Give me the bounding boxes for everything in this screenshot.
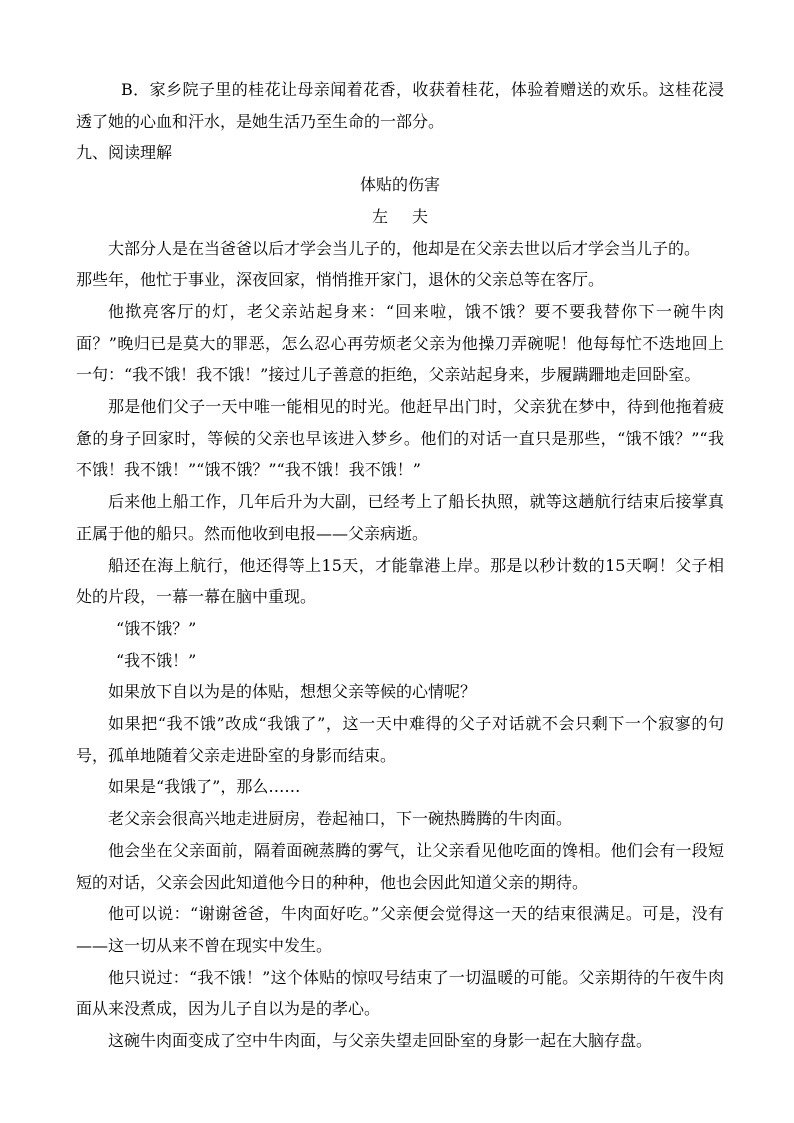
article-author: 左夫 — [371, 206, 452, 226]
article-paragraph: 如果把“我不饿”改成“我饿了”，这一天中难得的父子对话就不会只剩下一个寂寥的句号，孤单地随着父亲走进卧室的身影而结束。 — [76, 714, 724, 765]
section-heading: 九、阅读理解 — [76, 143, 173, 163]
article-paragraph: 他会坐在父亲面前，隔着面碗蒸腾的雾气，让父亲看见他吃面的馋相。他们会有一段短短的对话，父亲会因此知道他今日的种种，他也会因此知道父亲的期待。 — [76, 840, 724, 892]
article-paragraph: 那是他们父子一天中唯一能相见的时光。他赶早出门时，父亲犹在梦中，待到他拖着疲惫的身子回家时，等候的父亲也早该进入梦乡。他们的对话一直只是那些，“饿不饿？”“我不饿！我不饿！”“饿不饿？”“我不饿！我不饿！” — [76, 397, 724, 480]
article-paragraph: 这碗牛肉面变成了空中牛肉面，与父亲失望走回卧室的身影一起在大脑存盘。 — [108, 1031, 653, 1051]
article-title: 体贴的伤害 — [359, 175, 440, 195]
article-paragraph: 他揿亮客厅的灯，老父亲站起身来：“回来啦，饿不饿？要不要我替你下一碗牛肉面？”晚归已是莫大的罪恶，怎么忍心再劳烦老父亲为他操刀弄碗呢！他每每忙不迭地回上一句：“我不饿！我不饿！”接过儿子善意的拒绝，父亲站起身来，步履蹒跚地走回卧室。 — [76, 301, 724, 385]
document-body — [76, 74, 724, 1057]
article-paragraph: 他只说过：“我不饿！”这个体贴的惊叹号结束了一切温暖的可能。父亲期待的午夜牛肉面从来没煮成，因为儿子自以为是的孝心。 — [76, 967, 724, 1019]
article-paragraph: 如果是“我饿了”，那么…… — [108, 777, 301, 797]
article-paragraph: 大部分人是在当爸爸以后才学会当儿子的，他却是在父亲去世以后才学会当儿子的。 — [108, 238, 701, 258]
article-paragraph: 如果放下自以为是的体贴，想想父亲等候的心情呢？ — [108, 682, 477, 702]
dialogue-line: “饿不饿？” — [116, 618, 197, 638]
article-paragraph: 那些年，他忙于事业，深夜回家，悄悄推开家门，退休的父亲总等在客厅。 — [76, 270, 605, 290]
article-paragraph: 老父亲会很高兴地走进厨房，卷起袖口，下一碗热腾腾的牛肉面。 — [108, 809, 573, 829]
article-paragraph: 他可以说：“谢谢爸爸，牛肉面好吃。”父亲便会觉得这一天的结束很满足。可是，没有——这一切从来不曾在现实中发生。 — [76, 904, 724, 955]
option-b-paragraph: B．家乡院子里的桂花让母亲闻着花香，收获着桂花，体验着赠送的欢乐。这桂花浸透了她的心血和汗水，是她生活乃至生命的一部分。 — [76, 80, 724, 131]
article-paragraph: 后来他上船工作，几年后升为大副，已经考上了船长执照，就等这趟航行结束后接掌真正属于他的船只。然而他收到电报——父亲病逝。 — [76, 492, 724, 543]
article-paragraph: 船还在海上航行，他还得等上15天，才能靠港上岸。那是以秒计数的15天啊！父子相处的片段，一幕一幕在脑中重现。 — [76, 555, 724, 607]
dialogue-line: “我不饿！” — [116, 650, 197, 670]
